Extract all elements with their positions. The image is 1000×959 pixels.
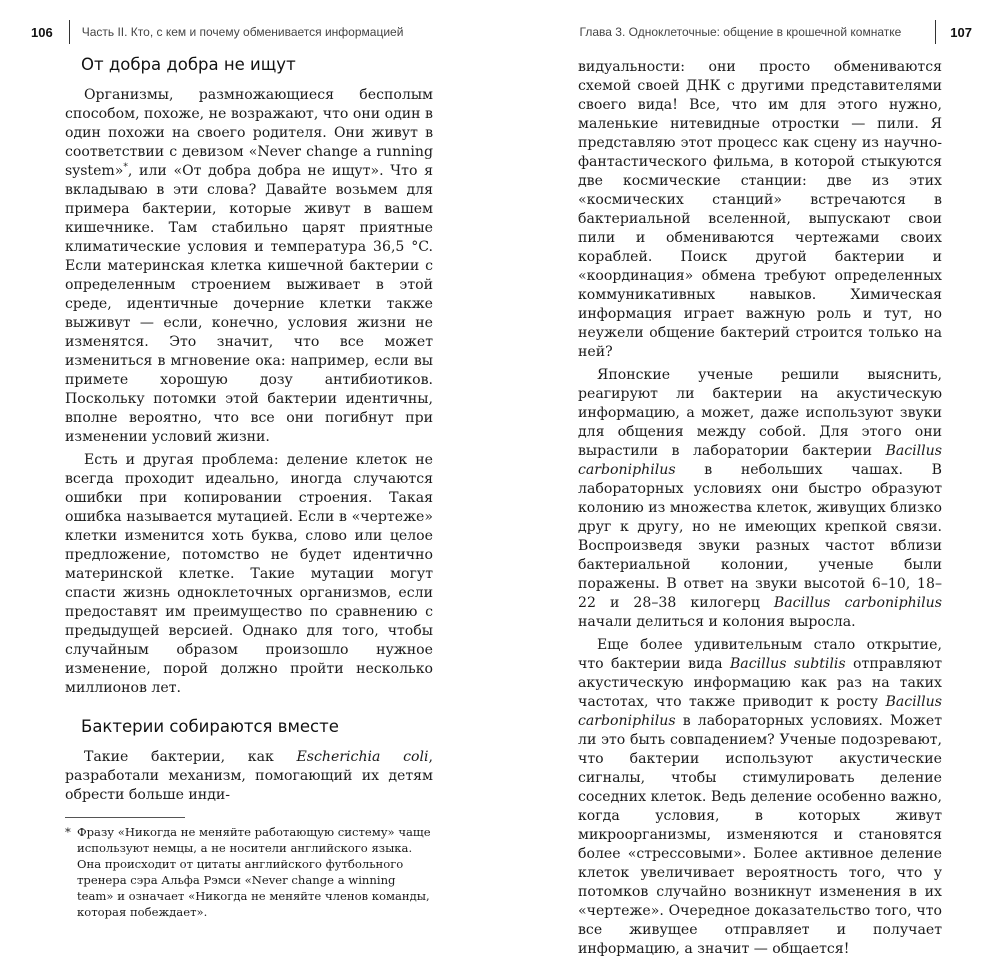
species-name: Bacillus carboniphilus [773,595,942,611]
paragraph: Есть и другая проблема: деление клеток не всегда проходит идеально, иногда случаются ошибки при копировании строения. Такая ошибка называется мутацией. Если в «чертеже» клетки изменится хоть буква, слово или целое предложение, потомство не будет идентично материнской клетке. Такие мутации могут спасти жизнь одноклеточных организмов, если предоставят им преимущество по сравнению с предыдущей версией. Однако для того, чтобы случайным образом произошло нужное изменение, порой должно пройти несколько миллионов лет. [65,452,433,696]
right-running-head [580,20,972,44]
species-name: Bacillus subtilis [729,656,846,672]
species-name: Bacillus carboniphilus [578,694,942,729]
footnote-divider [65,817,185,818]
page-number-left: 106 [31,24,53,40]
paragraph: Такие бактерии, как Escherichia coli, разработали механизм, помогающий их детям обрести больше инди- [65,749,433,803]
paragraph: Японские ученые решили выяснить, реагируют ли бактерии на акустическую информацию, а может, даже используют звуки для общения между собой. Для этого они вырастили в лаборатории бактерии Bacillus carboniphilus в небольших чашах. В лабораторных условиях они быстро образуют колонию из множества клеток, живущих близко друг к другу, но не имеющих крепкой связи. Воспроизведя звуки разных частот вблизи бактериальной колонии, ученые были поражены. В ответ на звуки высотой 6–10, 18–22 и 28–38 килогерц Bacillus carboniphilus начали делиться и колония выросла. [578,367,942,630]
left-text-block [65,52,433,920]
species-name: Bacillus carboniphilus [578,443,942,478]
footnote-mark: * [65,825,71,839]
footnote [65,824,433,920]
page-number-right: 107 [950,24,972,40]
footnote-reference: * [123,162,128,173]
footnote-text: Фразу «Никогда не меняйте работающую систему» чаще используют немцы, а не носители английского языка. Она происходит от цитаты английского футбольного тренера сэра Альфа Рэмси «Never change a winning team» и означает «Никогда не меняйте членов команды, которая побеждает». [77,825,431,919]
section-heading-no-change: От добра добра не ищут [81,55,296,74]
chapter-title: Глава 3. Одноклеточные: общение в крошечной комнатке [579,25,902,39]
left-page [0,0,500,919]
paragraph: видуальности: они просто обмениваются схемой своей ДНК с другими представителями своего вида! Все, что им для этого нужно, маленькие нитевидные отростки — пили. Я представляю этот процесс как сцену из научно-фантастического фильма, в которой стыкуются две космические станции: две из этих «космических станций» встречаются в бактериальной вселенной, выпускают свои пили и обмениваются чертежами своих кораблей. Поиск другой бактерии и «координация» обмена требуют определенных коммуникативных навыков. Химическая информация играет важную роль и тут, но неужели общение бактерий строится только на ней? [578,59,942,360]
paragraph: Еще более удивительным стало открытие, что бактерии вида Bacillus subtilis отправляют акустическую информацию как раз на таких частотах, что также приводит к росту Bacillus carboniphilus в лабораторных условиях. Может ли это быть совпадением? Ученые подозревают, что бактерии используют акустические сигналы, чтобы стимулировать деление соседних клеток. Ведь деление особенно важно, когда условия, в которых живут микроорганизмы, изменяются и становятся более «стрессовыми». Более активное деление клеток увеличивает вероятность того, что у потомков случайно возникнут изменения в их «чертеже». Очередное доказательство того, что все живущее отправляет и получает информацию, а значит — общается! [578,637,943,957]
paragraph: Организмы, размножающиеся бесполым способом, похоже, не возражают, что они один в один похожи на своего родителя. Они живут в соответствии с девизом «Never change a running system»*, или «От добра добра не ищут». Что я вкладываю в эти слова? Давайте возьмем для примера бактерии, которые живут в вашем кишечнике. Там стабильно царят приятные климатические условия и температура 36,5 °C. Если материнская клетка кишечной бактерии с определенным строением выживает в этой среде, идентичные дочерние клетки также выживут — если, конечно, условия жизни не изменятся. Это значит, что все может измениться в мгновение ока: например, если вы примете хорошую дозу антибиотиков. Поскольку потомки этой бактерии идентичны, вполне вероятно, что все они погибнут при изменении условий жизни. [65,87,433,445]
species-name: Escherichia coli [296,749,429,765]
right-text-block [578,58,942,959]
section-heading-bacteria-gather: Бактерии собираются вместе [81,717,339,736]
header-divider [69,20,70,44]
part-title: Часть II. Кто, с кем и почему обменивается информацией [81,25,404,39]
right-page [500,0,1000,957]
left-running-head [31,20,403,44]
header-divider [935,20,936,44]
